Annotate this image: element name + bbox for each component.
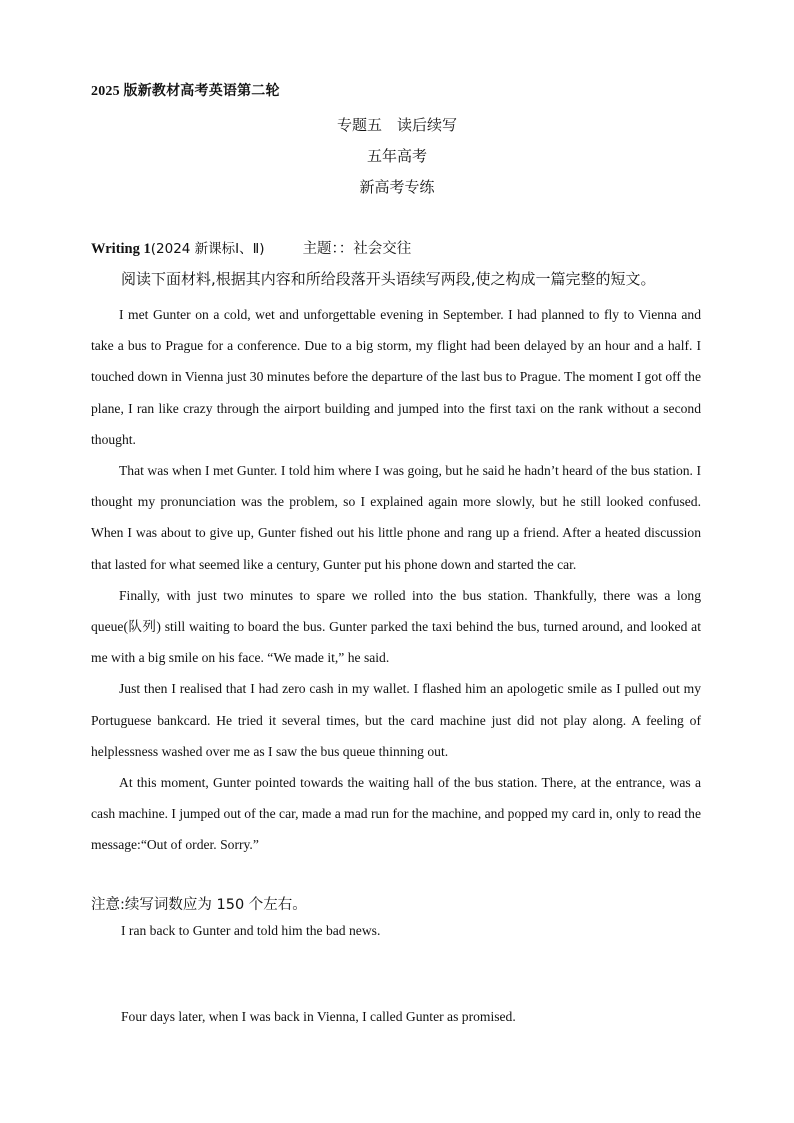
subsection-heading: 新高考专练: [359, 178, 435, 196]
passage-paragraph: That was when I met Gunter. I told him where I was going, but he said he hadn’t heard of the bus station. I thought my pronunciation was the problem, so I explained again more slowly, but he still looked confused. When I was about to give up, Gunter fished out his little phone and rang up a friend. After a heated discussion that lasted for what seemed like a century, Gunter put his phone down and started the car.: [91, 463, 701, 572]
passage-paragraph: At this moment, Gunter pointed towards the waiting hall of the bus station. There, at the entrance, was a cash machine. I jumped out of the car, made a mad run for the machine, and popped my card in, only to read the message:“Out of order. Sorry.”: [91, 775, 701, 853]
paragraph-starter-1: I ran back to Gunter and told him the bad news.: [121, 923, 381, 938]
document-title: 2025 版新教材高考英语第二轮: [91, 84, 280, 99]
section-heading: 五年高考: [366, 147, 427, 165]
passage-paragraph: Just then I realised that I had zero cash in my wallet. I flashed him an apologetic smile as I pulled out my Portuguese bankcard. He tried it several times, but the card machine just did not play along. A feeling of helplessness washed over me as I saw the bus queue thinning out.: [91, 681, 701, 759]
topic-heading: 专题五 读后续写: [336, 116, 457, 134]
reading-passage: [91, 299, 701, 861]
task-instruction: 阅读下面材料,根据其内容和所给段落开头语续写两段,使之构成一篇完整的短文。: [121, 270, 656, 288]
passage-paragraph: I met Gunter on a cold, wet and unforgettable evening in September. I had planned to fly to Vienna and take a bus to Prague for a conference. Due to a big storm, my flight had been delayed by an hour and a half. I touched down in Vienna just 30 minutes before the departure of the last bus to Prague. The moment I got off the plane, I ran like crazy through the airport building and jumped into the first taxi on the rank without a second thought.: [91, 307, 701, 447]
writing-label: Writing 1: [91, 241, 151, 257]
writing-source: (2024 新课标Ⅰ、Ⅱ): [150, 241, 265, 257]
paragraph-starter-2: Four days later, when I was back in Vienna, I called Gunter as promised.: [121, 1009, 516, 1024]
writing-theme: 主题：：社会交往: [302, 241, 412, 257]
writing-task-header: [91, 237, 411, 258]
passage-paragraph: Finally, with just two minutes to spare we rolled into the bus station. Thankfully, there was a long queue(队列) still waiting to board the bus. Gunter parked the taxi behind the bus, turned around, and looked at me with a big smile on his face. “We made it,” he said.: [91, 587, 701, 666]
word-count-note: 注意:续写词数应为 150 个左右。: [91, 897, 307, 913]
